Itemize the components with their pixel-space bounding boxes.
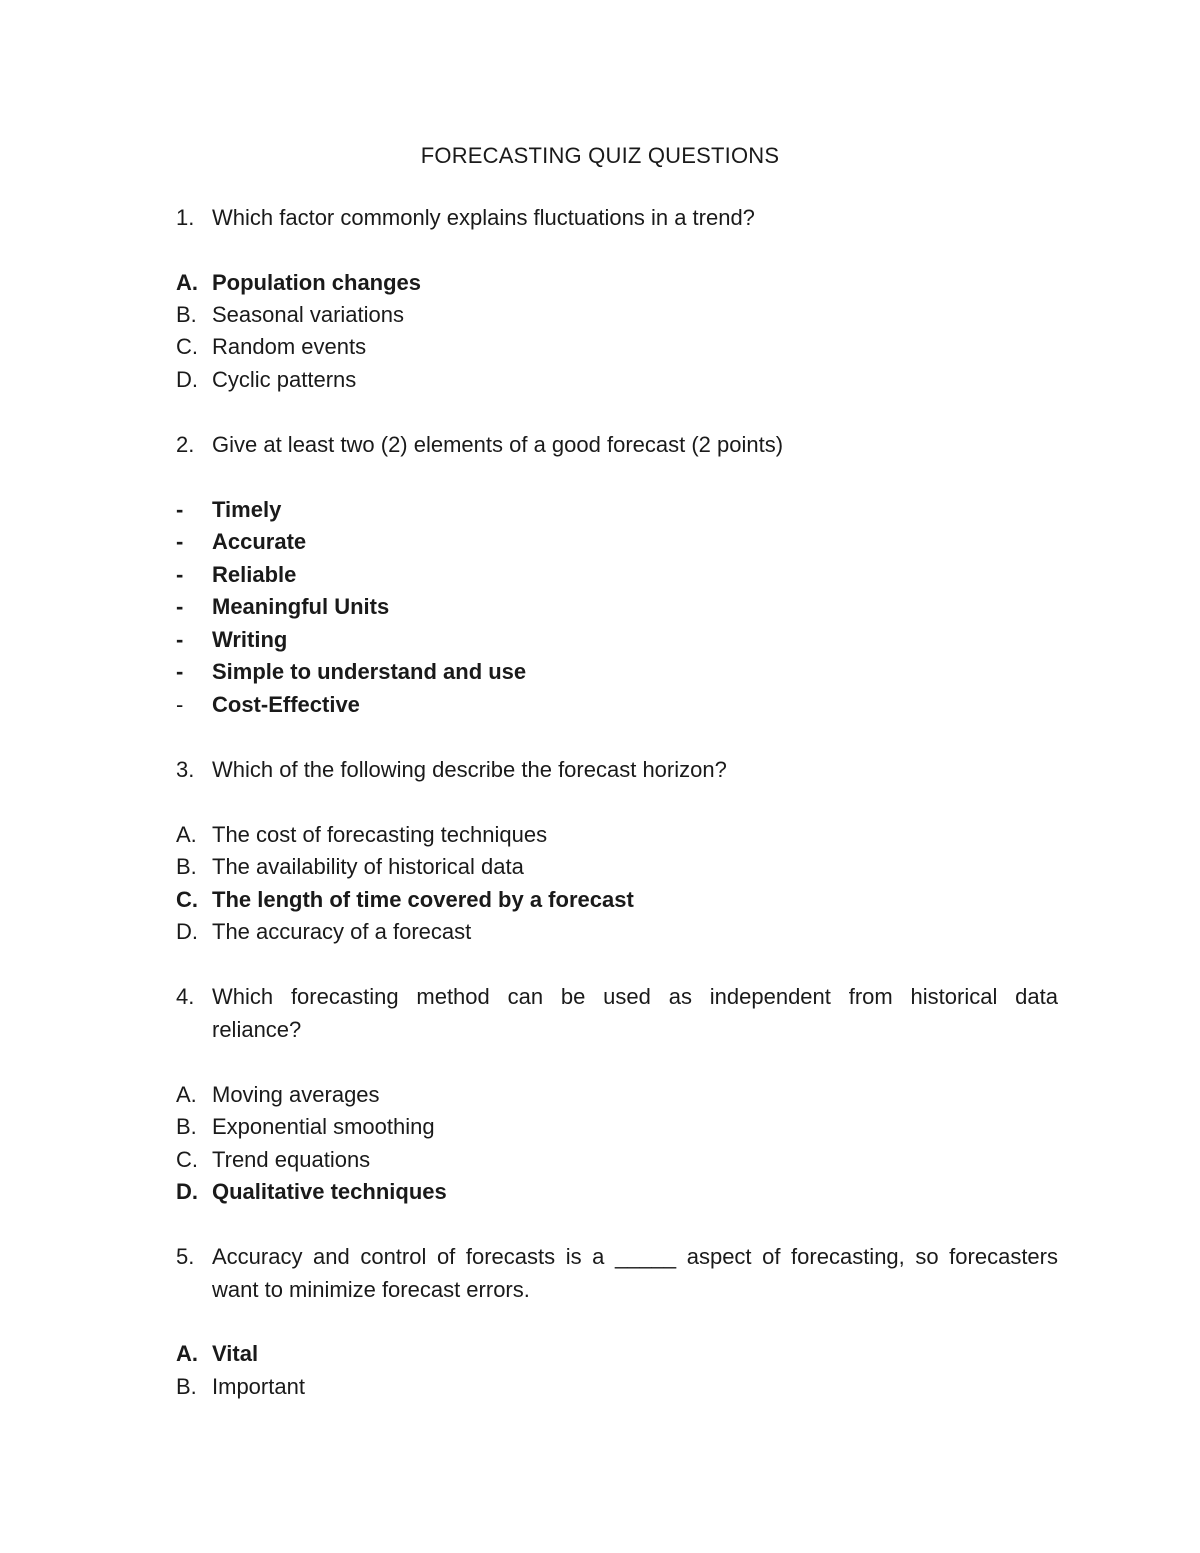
bullet-dash: - [176,692,184,717]
option-label: B. [176,1114,197,1139]
option-label: B. [176,1374,197,1399]
option-label: D. [176,1179,198,1204]
bullet-dash: - [176,529,184,554]
option-text: Important [212,1374,305,1399]
option-label: D. [176,367,198,392]
bullet-dash: - [176,497,184,522]
answer-text: Writing [212,627,288,652]
q3-option-a [0,819,1200,851]
option-label: B. [176,854,197,879]
option-label: A. [176,822,197,847]
option-text: Moving averages [212,1082,380,1107]
q2-answer-item [0,624,1200,656]
question-text-line-2: want to minimize forecast errors. [212,1277,530,1302]
q4-option-c [0,1144,1200,1176]
question-number: 5. [176,1244,195,1269]
answer-text: Reliable [212,562,297,587]
option-text: Population changes [212,270,422,295]
question-text-line-2: reliance? [212,1017,302,1042]
question-number: 1. [176,205,195,230]
option-text: Vital [212,1341,259,1366]
question-4-continued [0,1014,1200,1046]
q3-option-c-answer [0,884,1200,916]
bullet-dash: - [176,594,184,619]
option-text: The length of time covered by a forecast [212,887,634,912]
option-label: D. [176,919,198,944]
q4-option-a [0,1079,1200,1111]
q1-option-d [0,364,1200,396]
question-2 [0,429,1200,461]
option-text: Cyclic patterns [212,367,357,392]
answer-text: Meaningful Units [212,594,390,619]
option-text: Seasonal variations [212,302,405,327]
option-text: Qualitative techniques [212,1179,447,1204]
option-label: A. [176,1082,197,1107]
q2-answer-item [0,656,1200,688]
q2-answer-item [0,494,1200,526]
bullet-dash: - [176,627,184,652]
option-text: The availability of historical data [212,854,524,879]
question-text-line-1: Accuracy and control of forecasts is a _____ aspect of forecasting, so forecasters [212,1244,1058,1269]
option-label: C. [176,334,198,359]
question-number: 2. [176,432,195,457]
q1-option-a-answer [0,267,1200,299]
page-title: FORECASTING QUIZ QUESTIONS [420,143,780,168]
option-label: C. [176,887,198,912]
q1-option-b [0,299,1200,331]
option-text: Exponential smoothing [212,1114,435,1139]
option-text: Random events [212,334,367,359]
question-3 [0,754,1200,786]
bullet-dash: - [176,562,184,587]
option-text: The accuracy of a forecast [212,919,472,944]
option-text: Trend equations [212,1147,371,1172]
option-text: The cost of forecasting techniques [212,822,548,847]
q2-answer-item [0,591,1200,623]
option-label: A. [176,270,198,295]
question-text: Which of the following describe the forecast horizon? [212,757,727,782]
q2-answer-item [0,526,1200,558]
answer-text: Timely [212,497,282,522]
answer-text: Accurate [212,529,307,554]
q5-option-a-answer [0,1338,1200,1370]
q3-option-d [0,916,1200,948]
bullet-dash: - [176,659,184,684]
option-label: C. [176,1147,198,1172]
question-5-continued [0,1274,1200,1306]
question-text: Give at least two (2) elements of a good forecast (2 points) [212,432,784,457]
option-label: A. [176,1341,198,1366]
q1-option-c [0,331,1200,363]
q3-option-b [0,851,1200,883]
answer-text: Simple to understand and use [212,659,527,684]
question-number: 4. [176,984,195,1009]
q2-answer-item [0,689,1200,721]
question-1 [0,202,1200,234]
question-5 [0,1241,1200,1273]
question-number: 3. [176,757,195,782]
question-text: Which factor commonly explains fluctuations in a trend? [212,205,755,230]
q4-option-d-answer [0,1176,1200,1208]
question-4 [0,981,1200,1013]
q4-option-b [0,1111,1200,1143]
option-label: B. [176,302,197,327]
answer-text: Cost-Effective [212,692,360,717]
q5-option-b [0,1371,1200,1403]
question-text-line-1: Which forecasting method can be used as independent from historical data [212,984,1058,1009]
q2-answer-item [0,559,1200,591]
